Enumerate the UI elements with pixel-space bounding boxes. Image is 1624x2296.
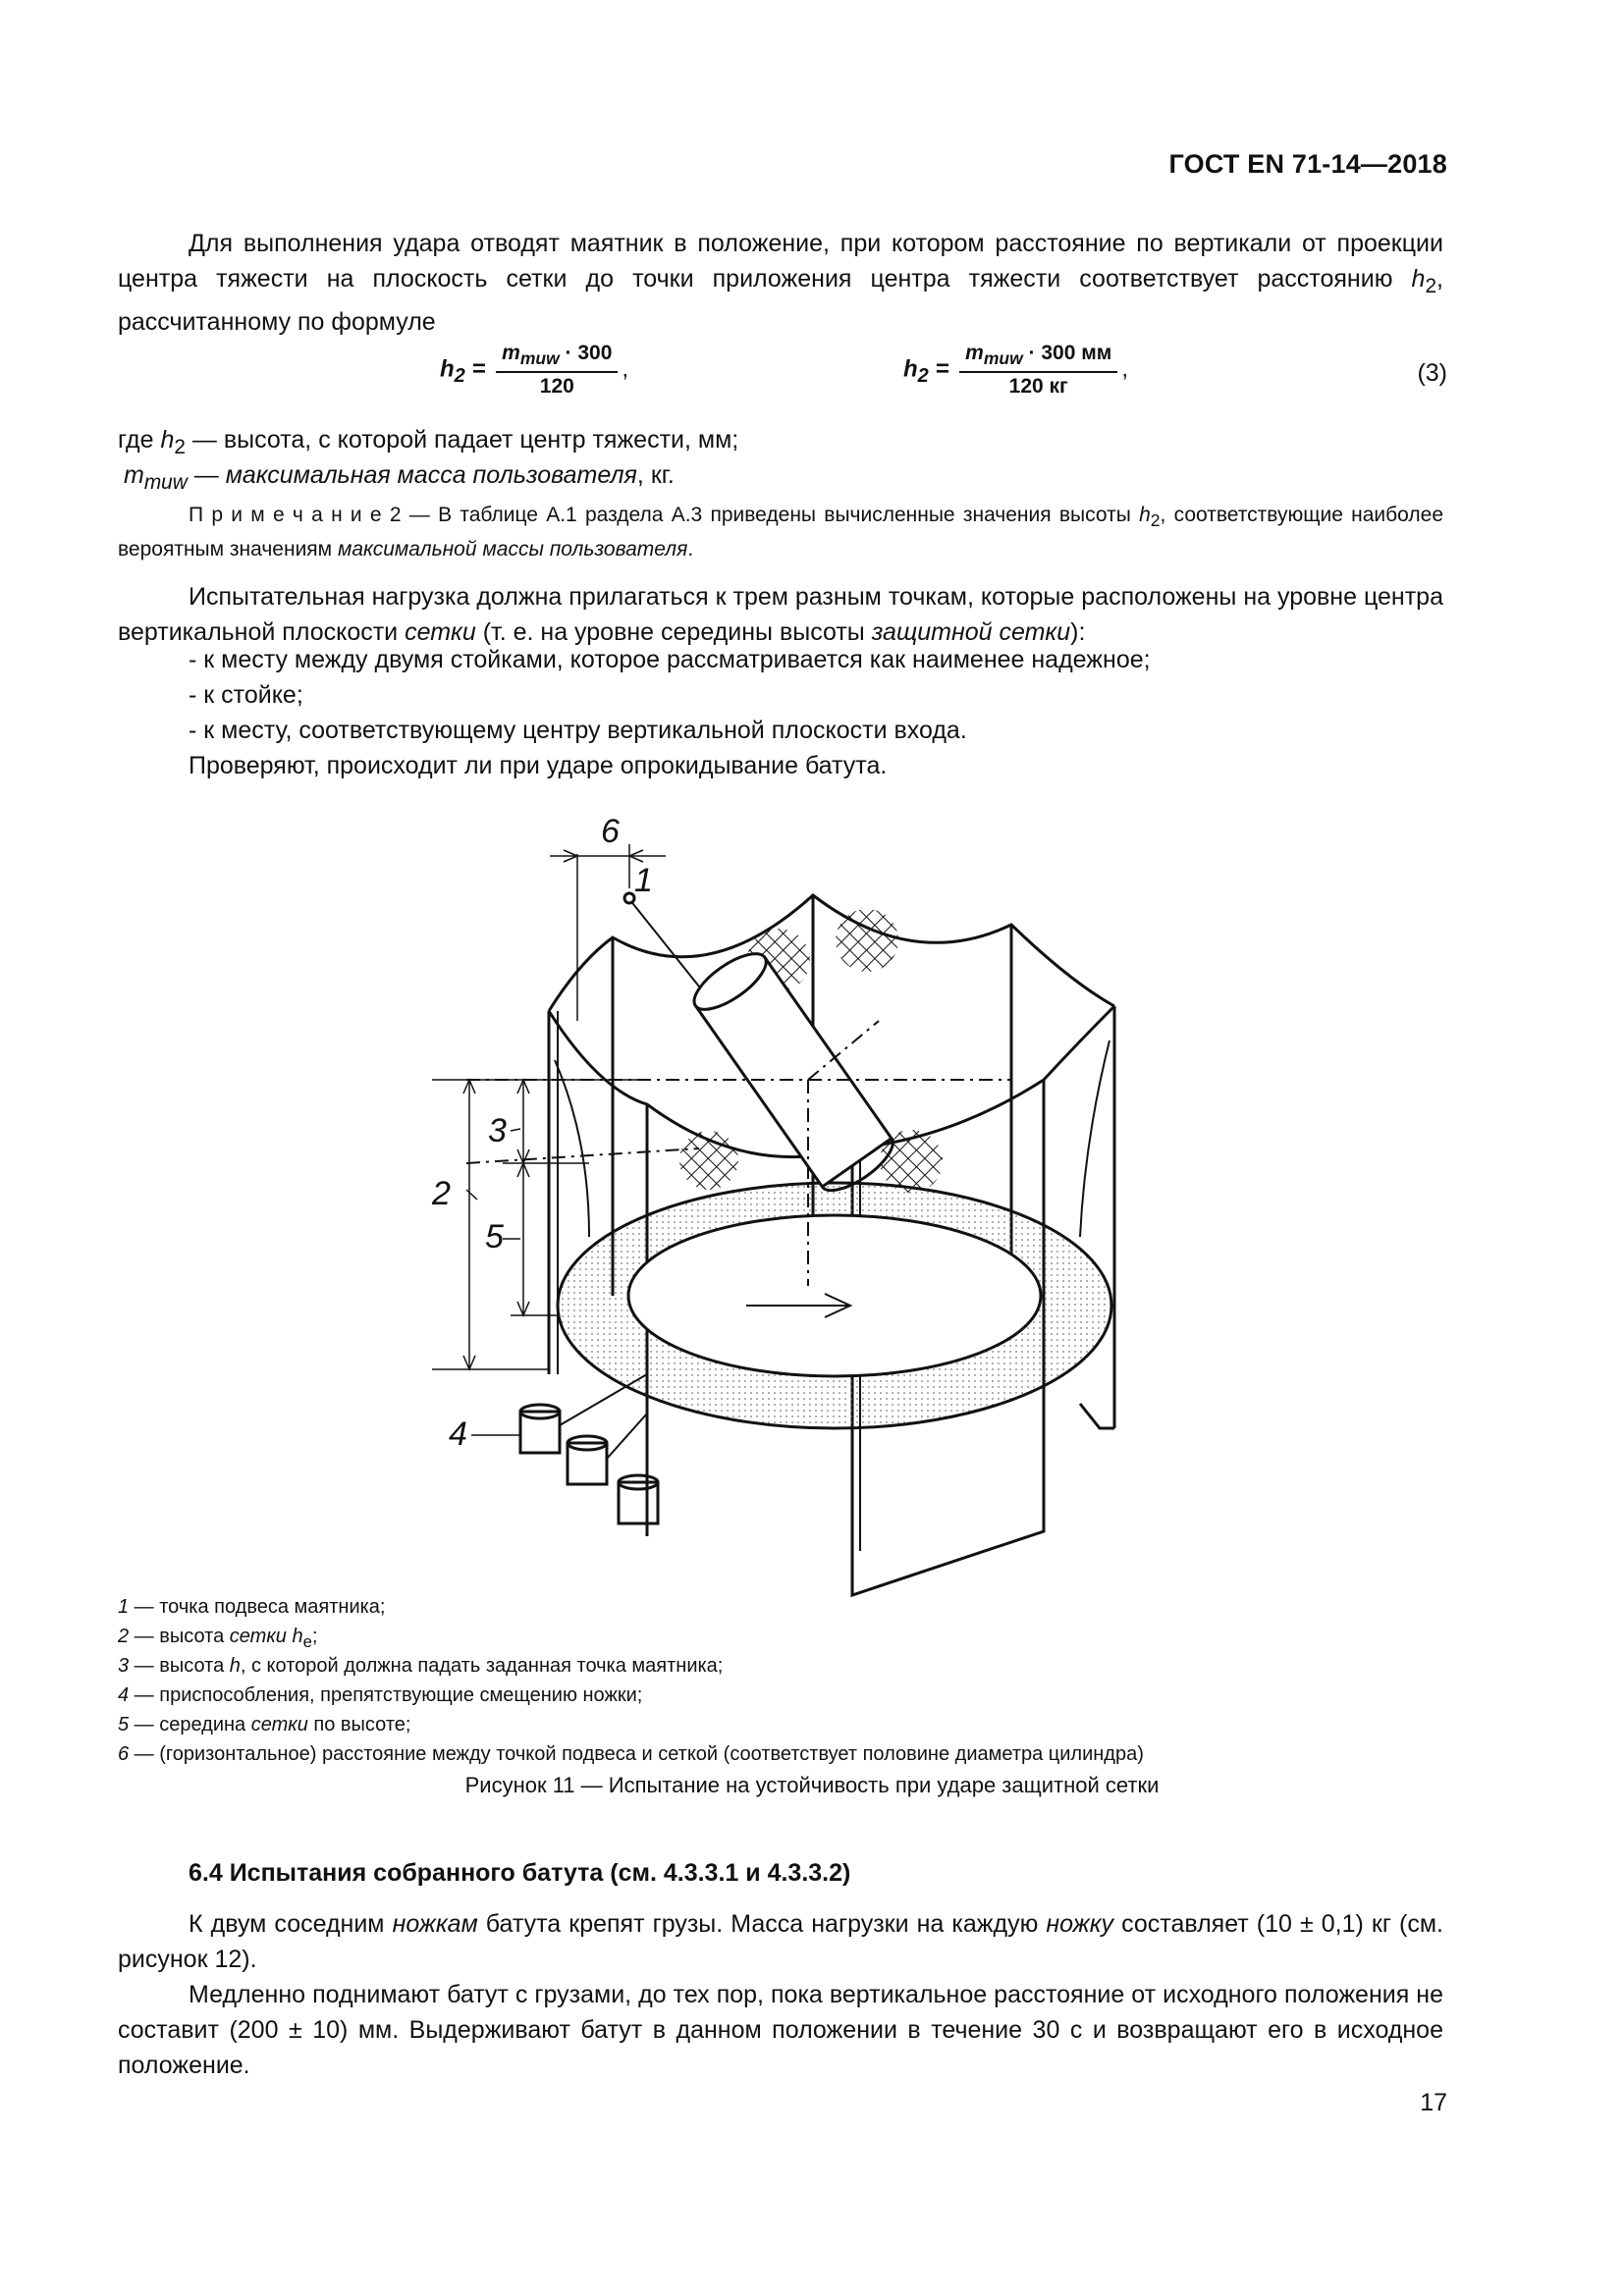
h2-variable: h bbox=[1411, 265, 1426, 293]
figure-label-5: 5 bbox=[485, 1218, 504, 1255]
legend-item-5: 5 — середина сетки по высоте; bbox=[118, 1714, 411, 1735]
check-line: Проверяют, происходит ли при ударе опрокидывание батута. bbox=[189, 752, 888, 779]
figure-label-6: 6 bbox=[601, 813, 620, 850]
section-title: 6.4 Испытания собранного батута (см. 4.3.3.1 и 4.3.3.2) bbox=[189, 1859, 851, 1887]
legend-item-1: 1 — точка подвеса маятника; bbox=[118, 1596, 386, 1618]
document-header: ГОСТ EN 71-14—2018 bbox=[1168, 149, 1447, 179]
formula-left: $h_2$ = $\frac{m_{muw} \cdot 300}{120}$ , bbox=[440, 342, 629, 399]
list-item: - к месту, соответствующему центру вертикальной плоскости входа. bbox=[189, 717, 967, 744]
fraction-right: $\frac{m_{muw} \cdot 300 мм}{120 кг}$ bbox=[959, 342, 1117, 399]
list-item: - к месту между двумя стойками, которое рассматривается как наименее надежное; bbox=[189, 646, 1151, 673]
formula-right: $h_2$ = $\frac{m_{muw} \cdot 300 мм}{120 кг}$ , bbox=[903, 342, 1128, 399]
formula-number: (3) bbox=[1417, 359, 1447, 387]
jumping-mat bbox=[628, 1215, 1041, 1376]
note-paragraph: П р и м е ч а н и е 2 — В таблице А.1 раздела А.3 приведены вычисленные значения высоты $h_2$, соответствующие наиболее вероятным значениям максимальной массы пользователя. bbox=[118, 504, 1444, 561]
legend-item-6: 6 — (горизонтальное) расстояние между точкой подвеса и сеткой (соответствует половине диаметра цилиндра) bbox=[118, 1743, 1144, 1765]
pendulum-rod bbox=[629, 899, 707, 996]
list-item: - к стойке; bbox=[189, 681, 303, 709]
fraction-left: $\frac{m_{muw} \cdot 300}{120}$ bbox=[496, 342, 618, 399]
lift-paragraph: Медленно поднимают батут с грузами, до тех пор, пока вертикальное расстояние от исходного положения не составит (200 ± 10) мм. Выдерживают батут в данном положении в течение 30 с и возвращают его в исходное положение. bbox=[118, 1981, 1443, 2079]
figure-label-2: 2 bbox=[432, 1175, 451, 1212]
intro-tail: , рассчитанному по формуле bbox=[118, 265, 1443, 336]
intro-text: Для выполнения удара отводят маятник в положение, при котором расстояние по вертикали от проекции центра тяжести на плоскость сетки до точки приложения центра тяжести соответствует расстоянию bbox=[118, 230, 1443, 293]
legend-item-3: 3 — высота h, с которой должна падать заданная точка маятника; bbox=[118, 1655, 724, 1677]
leg-frame bbox=[852, 1448, 1044, 1595]
suspension-point bbox=[624, 893, 634, 903]
figure-caption: Рисунок 11 — Испытание на устойчивость при ударе защитной сетки bbox=[464, 1773, 1160, 1797]
load-paragraph: Испытательная нагрузка должна прилагаться к трем разным точкам, которые расположены на уровне центра вертикальной плоскости сетки (т. е. на уровне середины высоты защитной сетки): bbox=[118, 583, 1443, 646]
figure-label-3: 3 bbox=[488, 1112, 507, 1149]
figure-label-4: 4 bbox=[449, 1415, 467, 1453]
weights-paragraph: К двум соседним ножкам батута крепят грузы. Масса нагрузки на каждую ножку составляет (10 ± 0,1) кг (см. рисунок 12). bbox=[118, 1910, 1443, 1973]
legend-item-4: 4 — приспособления, препятствующие смещению ножки; bbox=[118, 1684, 643, 1706]
legend-item-2: 2 — высота сетки $h_e$; bbox=[118, 1626, 318, 1651]
net-top-edge bbox=[549, 895, 1114, 1011]
page-number: 17 bbox=[1420, 2089, 1447, 2116]
figure-label-1: 1 bbox=[634, 862, 653, 899]
where-line-1: где $h_2$ — высота, с которой падает центр тяжести, мм; bbox=[118, 426, 739, 458]
h2-subscript: 2 bbox=[1425, 275, 1437, 297]
where-line-2: $m_{muw}$ — максимальная масса пользователя, кг. bbox=[124, 461, 675, 494]
